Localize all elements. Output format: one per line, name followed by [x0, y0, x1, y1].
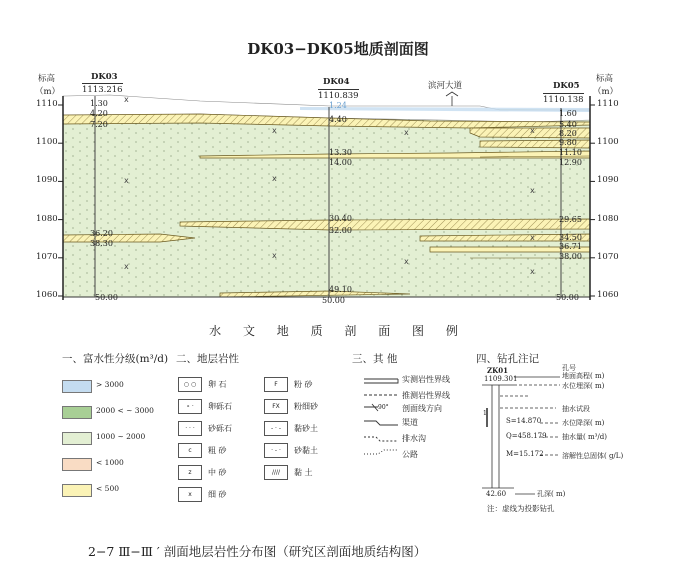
tick-label-right: 1060	[597, 290, 619, 300]
tick-label-left: 1090	[36, 175, 58, 186]
water-class-swatch	[62, 458, 92, 471]
depth-mark: 12.90	[559, 158, 582, 167]
depth-mark: 36.71	[559, 242, 582, 251]
road-label: 滨河大道	[428, 81, 463, 91]
borehole-note-label: 地面高程( m)	[562, 372, 605, 380]
depth-mark: 34.50	[559, 233, 582, 242]
water-class-label: < 1000	[96, 458, 124, 467]
lithology-label: 粗 砂	[208, 446, 227, 455]
axis-unit-right: （m）	[593, 87, 619, 97]
depth-mark: 36.20	[90, 229, 113, 238]
other-label: 排水沟	[402, 434, 426, 443]
water-class-swatch	[62, 380, 92, 393]
lithology-label: 粉细砂	[294, 402, 318, 411]
fine-sand-mark: x	[404, 257, 409, 266]
tick-label-right: 1070	[597, 251, 619, 262]
other-label: 渠道	[402, 418, 418, 427]
lithology-swatch: - · -	[264, 421, 288, 436]
lithology-swatch: · - ·	[264, 443, 288, 458]
depth-mark: 8.20	[559, 129, 577, 138]
borehole-note-label: 溶解性总固体( g/L)	[562, 452, 624, 460]
borehole-elevation: 1110.138	[543, 95, 584, 105]
lithology-label: 黏砂土	[294, 424, 318, 433]
lithology-label: 粉 砂	[294, 380, 313, 389]
lithology-label: 砂黏土	[294, 446, 318, 455]
borehole-elevation: 1110.839	[318, 91, 359, 101]
depth-mark: 14.00	[329, 158, 352, 167]
example-m: M=15.172	[506, 450, 544, 458]
tick-label-right: 1100	[597, 137, 619, 148]
tick-label-left: 1060	[36, 290, 58, 300]
other-title: 三、其 他	[352, 353, 398, 365]
example-id: ZK01	[487, 366, 508, 375]
depth-mark: 30.40	[329, 214, 352, 223]
depth-mark: 1.30	[90, 99, 108, 108]
fine-sand-mark: x	[530, 233, 535, 242]
depth-mark: 38.00	[559, 252, 582, 261]
borehole-note-label: 抽水量( m³/d)	[562, 433, 607, 441]
tick-label-left: 1110	[36, 99, 58, 109]
fine-sand-mark: x	[124, 95, 129, 104]
tick-label-left: 1070	[36, 251, 58, 262]
lithology-swatch: · · ·	[178, 421, 202, 436]
page-title: DK03−DK05地质剖面图	[247, 40, 429, 58]
water-class-swatch	[62, 432, 92, 445]
borehole-elevation: 1113.216	[82, 85, 123, 95]
tick-label-left: 1100	[36, 137, 58, 148]
depth-mark: 4.20	[90, 109, 108, 118]
other-label: 公路	[402, 450, 418, 459]
lithology-swatch: F	[264, 377, 288, 392]
water-class-label: < 500	[96, 484, 119, 493]
tick-label-right: 1110	[597, 99, 619, 109]
depth-mark: 38.30	[90, 239, 113, 248]
water-class-swatch	[62, 484, 92, 497]
example-q: Q=458.179	[506, 432, 547, 440]
axis-label-right: 标高	[596, 74, 614, 84]
water-class-label: > 3000	[96, 380, 124, 389]
example-depth: 42.60	[486, 490, 507, 498]
lithology-label: 细 砂	[208, 490, 227, 499]
borehole-note-label: 水位降深( m)	[562, 419, 605, 427]
lithology-label: 卵砾石	[208, 402, 232, 411]
fine-sand-mark: x	[124, 262, 129, 271]
tick-label-right: 1080	[597, 213, 619, 224]
borehole-note-label: 水位埋深( m)	[562, 382, 605, 390]
example-elev: 1109.301	[484, 375, 518, 383]
depth-mark: 7.20	[90, 120, 108, 129]
figure-caption: 2−7 Ⅲ−Ⅲ ′ 剖面地层岩性分布图（研究区剖面地质结构图）	[88, 544, 427, 559]
lithology-title: 二、地层岩性	[176, 353, 239, 365]
road-marker	[446, 92, 458, 106]
depth-mark: 4.40	[329, 115, 347, 124]
depth-mark: 32.00	[329, 226, 352, 235]
depth-mark: 1.24	[329, 101, 347, 110]
fine-sand-mark: x	[124, 176, 129, 185]
borehole-note-label: 孔号	[562, 364, 576, 372]
water-class-title: 一、富水性分级(m³/d)	[62, 353, 169, 365]
depth-mark: 29.65	[559, 215, 582, 224]
borehole-note: 注：虚线为投影钻孔	[487, 504, 555, 513]
lithology-label: 黏 土	[294, 468, 313, 477]
borehole-bottom-depth: 50.00	[95, 293, 118, 302]
fine-sand-mark: x	[530, 186, 535, 195]
borehole-bottom-depth: 50.00	[556, 293, 579, 302]
fine-sand-mark: x	[530, 126, 535, 135]
tick-label-left: 1080	[36, 213, 58, 224]
legend-heading: 水 文 地 质 剖 面 图 例	[209, 324, 467, 338]
lithology-swatch: x	[178, 487, 202, 502]
fine-sand-mark: x	[272, 251, 277, 260]
depth-mark: 13.30	[329, 148, 352, 157]
other-symbols	[364, 379, 398, 454]
borehole-id: DK03	[91, 72, 118, 82]
example-s: S=14.870	[506, 417, 542, 425]
angle-label: 90°	[378, 404, 389, 411]
fine-sand-mark: x	[530, 267, 535, 276]
depth-mark: 5.40	[559, 120, 577, 129]
fine-sand-mark: x	[404, 128, 409, 137]
lithology-label: 砂砾石	[208, 424, 232, 433]
fine-sand-mark: x	[272, 126, 277, 135]
lithology-swatch: ////	[264, 465, 288, 480]
borehole-id: DK04	[323, 77, 350, 87]
tick-label-right: 1090	[597, 175, 619, 186]
borehole-note-label: 孔深( m)	[537, 490, 566, 498]
other-label: 实测岩性界线	[402, 375, 450, 384]
depth-mark: 9.80	[559, 138, 577, 147]
water-class-label: 1000 ~ 2000	[96, 432, 146, 441]
other-label: 剖面线方向	[402, 404, 442, 413]
axis-unit-left: （m）	[35, 87, 61, 97]
borehole-note-label: 抽水试段	[562, 405, 590, 413]
borehole-id: DK05	[553, 81, 580, 91]
lithology-swatch: ∘ ·	[178, 399, 202, 414]
other-label: 推测岩性界线	[402, 391, 450, 400]
lithology-swatch: ○ ○	[178, 377, 202, 392]
section-body	[58, 92, 595, 300]
water-class-label: 2000 < ~ 3000	[96, 406, 154, 415]
axis-label-left: 标高	[38, 74, 56, 84]
depth-mark: 49.10	[329, 285, 352, 294]
borehole-bottom-depth: 50.00	[322, 296, 345, 305]
lithology-swatch: c	[178, 443, 202, 458]
example-mark: 1	[483, 410, 487, 417]
borehole-note-title: 四、钻孔注记	[476, 353, 539, 365]
lithology-label: 中 砂	[208, 468, 227, 477]
fine-sand-mark: x	[272, 174, 277, 183]
lithology-swatch: z	[178, 465, 202, 480]
water-class-swatch	[62, 406, 92, 419]
depth-mark: 1.60	[559, 109, 577, 118]
depth-mark: 11.10	[559, 148, 582, 157]
lithology-label: 卵 石	[208, 380, 227, 389]
lithology-swatch: FX	[264, 399, 288, 414]
